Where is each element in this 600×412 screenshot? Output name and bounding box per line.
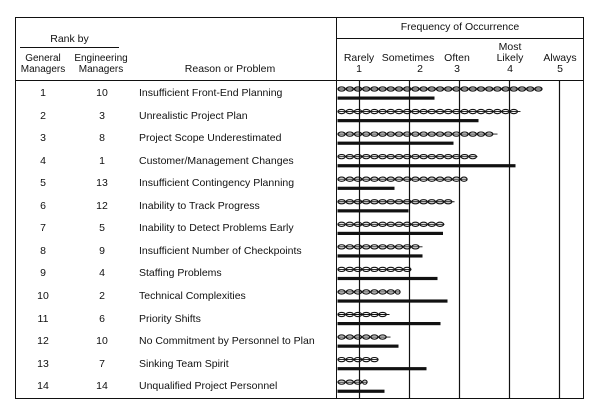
chain-bar-general-managers (338, 177, 468, 181)
scale-word-2: Sometimes (381, 52, 435, 64)
scale-num-3: 3 (454, 63, 460, 75)
col-general-line1: General (25, 53, 61, 64)
reason-text: Staffing Problems (139, 267, 222, 280)
rank-engineering: 14 (96, 380, 108, 393)
rank-engineering: 13 (96, 177, 108, 190)
rank-engineering: 7 (99, 357, 105, 370)
solid-bar-engineering-managers (338, 209, 409, 212)
reason-text: Unqualified Project Personnel (139, 380, 278, 393)
solid-bar-engineering-managers (338, 97, 435, 100)
solid-bar-engineering-managers (338, 142, 454, 145)
reason-text: No Commitment by Personnel to Plan (139, 335, 315, 348)
rank-general: 9 (40, 267, 46, 280)
chain-bar-general-managers (338, 335, 391, 339)
solid-bar-engineering-managers (338, 187, 395, 190)
solid-bar-engineering-managers (338, 367, 427, 370)
solid-bar-engineering-managers (338, 345, 399, 348)
rank-general: 6 (40, 199, 46, 212)
col-reason: Reason or Problem (184, 63, 276, 75)
col-engineering-line2: Managers (78, 64, 124, 75)
reason-text: Sinking Team Spirit (139, 357, 229, 370)
col-engineering-line1: Engineering (74, 53, 128, 64)
reason-text: Unrealistic Project Plan (139, 109, 248, 122)
chain-bar-general-managers (338, 132, 498, 136)
reason-text: Project Scope Underestimated (139, 132, 282, 145)
chain-bar-general-managers (338, 222, 445, 226)
reason-text: Inability to Track Progress (139, 199, 260, 212)
solid-bar-engineering-managers (338, 277, 438, 280)
scale-num-4: 4 (507, 63, 513, 75)
scale-word-5: Always (543, 52, 577, 64)
solid-bar-engineering-managers (338, 254, 423, 257)
rank-engineering: 1 (99, 154, 105, 167)
chain-bar-general-managers (338, 380, 368, 384)
chain-bar-general-managers (338, 358, 379, 362)
solid-bar-engineering-managers (338, 232, 444, 235)
scale-word-1: Rarely (343, 52, 375, 64)
chain-bar-general-managers (338, 267, 412, 271)
rank-engineering: 3 (99, 109, 105, 122)
rank-general: 11 (37, 312, 49, 325)
chain-bar-general-managers (338, 312, 390, 316)
rank-engineering: 10 (96, 335, 108, 348)
rank-general: 4 (40, 154, 46, 167)
scale-num-5: 5 (557, 63, 563, 75)
scale-word-3: Often (444, 52, 470, 64)
solid-bar-engineering-managers (338, 164, 516, 167)
rank-engineering: 5 (99, 222, 105, 235)
chart-title: Frequency of Occurrence (400, 21, 520, 33)
rank-general: 14 (37, 380, 49, 393)
rank-engineering: 6 (99, 312, 105, 325)
reason-text: Insufficient Number of Checkpoints (139, 244, 302, 257)
rank-general: 13 (37, 357, 49, 370)
rank-general: 12 (37, 335, 49, 348)
reason-text: Inability to Detect Problems Early (139, 222, 294, 235)
scale-num-1: 1 (356, 63, 362, 75)
rank-engineering: 9 (99, 244, 105, 257)
col-general-line2: Managers (20, 64, 66, 75)
rank-general: 8 (40, 244, 46, 257)
chain-bar-general-managers (338, 87, 543, 91)
reason-text: Customer/Management Changes (139, 154, 294, 167)
scale-word-4a: Most (498, 41, 522, 53)
rank-general: 3 (40, 132, 46, 145)
chain-bar-general-managers (338, 155, 478, 159)
rank-engineering: 10 (96, 87, 108, 99)
rank-general: 10 (37, 289, 49, 302)
rank-by-label: Rank by (50, 33, 89, 45)
rank-general: 2 (40, 109, 46, 122)
solid-bar-engineering-managers (338, 119, 479, 122)
chain-bar-general-managers (338, 109, 521, 113)
rank-general: 1 (40, 87, 46, 99)
rank-general: 7 (40, 222, 46, 235)
rank-engineering: 4 (99, 267, 105, 280)
rank-engineering: 8 (99, 132, 105, 145)
rank-engineering: 2 (99, 289, 105, 302)
scale-num-2: 2 (417, 63, 423, 75)
reason-text: Insufficient Front-End Planning (139, 87, 283, 99)
chain-bar-general-managers (338, 290, 401, 294)
solid-bar-engineering-managers (338, 299, 448, 302)
solid-bar-engineering-managers (338, 322, 441, 325)
chain-bar-general-managers (338, 200, 455, 204)
rank-general: 5 (40, 177, 46, 190)
reason-text: Priority Shifts (139, 312, 201, 325)
reason-text: Technical Complexities (139, 289, 246, 302)
chain-bar-general-managers (338, 245, 423, 249)
rank-engineering: 12 (96, 199, 108, 212)
scale-word-4b: Likely (496, 52, 524, 64)
solid-bar-engineering-managers (338, 390, 385, 393)
reason-text: Insufficient Contingency Planning (139, 177, 295, 190)
